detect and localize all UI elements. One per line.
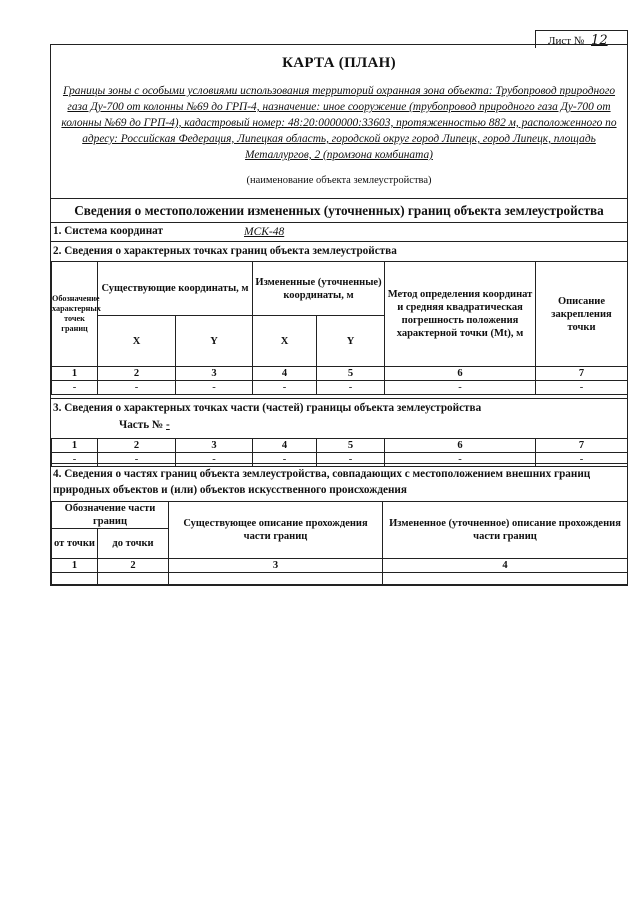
table-row — [52, 367, 628, 381]
table-cell: - — [536, 453, 628, 467]
points-section-title: 2. Сведения о характерных точках границ объекта землеустройства — [51, 241, 627, 261]
header-changed-description: Измененное (уточненное) описание прохождения части границ — [383, 502, 628, 559]
header-designation: Обозначение характерных точек границ — [52, 262, 98, 367]
col-number: 2 — [98, 559, 169, 573]
part-number-line — [51, 417, 627, 437]
table-cell: - — [176, 381, 253, 395]
col-number: 5 — [317, 439, 385, 453]
table-cell: - — [536, 381, 628, 395]
part-label: Часть № — [119, 419, 164, 431]
col-number: 4 — [253, 367, 317, 381]
col-number: 6 — [385, 439, 536, 453]
table-row — [52, 439, 628, 453]
table-row — [52, 559, 628, 573]
header-existing-coords: Существующие координаты, м — [98, 262, 253, 316]
table-cell: - — [317, 453, 385, 467]
col-number: 4 — [253, 439, 317, 453]
table-cell — [52, 573, 98, 585]
table-cell — [98, 573, 169, 585]
table-cell — [383, 573, 628, 585]
table-cell: - — [253, 453, 317, 467]
coord-system-row — [51, 222, 627, 241]
table-row — [52, 573, 628, 585]
header-existing-description: Существующее описание прохождения части границ — [169, 502, 383, 559]
part-value: - — [166, 419, 170, 431]
table-row — [52, 381, 628, 395]
col-number: 4 — [383, 559, 628, 573]
object-caption: (наименование объекта землеустройства) — [246, 175, 432, 186]
col-number: 5 — [317, 367, 385, 381]
col-number: 7 — [536, 367, 628, 381]
header-x: X — [98, 316, 176, 367]
header-x: X — [253, 316, 317, 367]
header-from-point: от точки — [52, 529, 98, 559]
col-number: 3 — [176, 439, 253, 453]
col-number: 2 — [98, 367, 176, 381]
header-changed-coords: Измененные (уточненные) координаты, м — [253, 262, 385, 316]
table-cell: - — [253, 381, 317, 395]
page-title: КАРТА (ПЛАН) — [282, 55, 396, 71]
coord-system-label: 1. Система координат — [53, 225, 163, 237]
table-cell: - — [385, 381, 536, 395]
section-title: Сведения о местоположении измененных (уточненных) границ объекта землеустройства — [51, 198, 627, 223]
object-description — [59, 83, 619, 163]
table-cell: - — [385, 453, 536, 467]
sheet-number: 12 — [591, 33, 608, 48]
header-to-point: до точки — [98, 529, 169, 559]
table-cell: - — [98, 453, 176, 467]
table-cell: - — [317, 381, 385, 395]
col-number: 7 — [536, 439, 628, 453]
col-number: 1 — [52, 367, 98, 381]
header-part-designation: Обозначение части границ — [52, 502, 169, 529]
col-number: 6 — [385, 367, 536, 381]
document-frame — [50, 44, 628, 586]
part-points-section-title: 3. Сведения о характерных точках части (частей) границы объекта землеустройства — [51, 398, 627, 417]
header-y: Y — [176, 316, 253, 367]
col-number: 1 — [52, 439, 98, 453]
header-method: Метод определения координат и средняя квадратическая погрешность положения характерной точки (Mt), м — [385, 262, 536, 367]
parts-section-title: 4. Сведения о частях границ объекта землеустройства, совпадающих с местоположением внешних границ природных объектов и (или) объектов искусственного происхождения — [51, 463, 627, 501]
parts-table — [51, 501, 628, 585]
sheet-label: Лист № — [548, 35, 585, 47]
table-cell: - — [52, 453, 98, 467]
table-cell: - — [98, 381, 176, 395]
col-number: 3 — [169, 559, 383, 573]
object-description-text: Границы зоны с особыми условиями использования территорий охранная зона объекта: Трубопровод природного газа Ду-700 от колонны №69 до ГРП-4, назначение: иное сооружение (трубопровод природного газа Ду-700 от колонны №69 до ГРП-4), кадастровый номер: 48:20:0000000:33603, протяженностью 882 м, расположенного по адресу: Российская Федерация, Липецкая область, городской округ город Липецк, город Липецк, площадь Металлургов, 2 (промзона комбината) — [61, 85, 617, 161]
table-cell: - — [176, 453, 253, 467]
col-number: 3 — [176, 367, 253, 381]
header-fixing: Описание закрепления точки — [536, 262, 628, 367]
points-table — [51, 261, 628, 395]
coord-system-value: МСК-48 — [244, 226, 285, 238]
table-cell — [169, 573, 383, 585]
col-number: 2 — [98, 439, 176, 453]
header-y: Y — [317, 316, 385, 367]
table-cell: - — [52, 381, 98, 395]
col-number: 1 — [52, 559, 98, 573]
